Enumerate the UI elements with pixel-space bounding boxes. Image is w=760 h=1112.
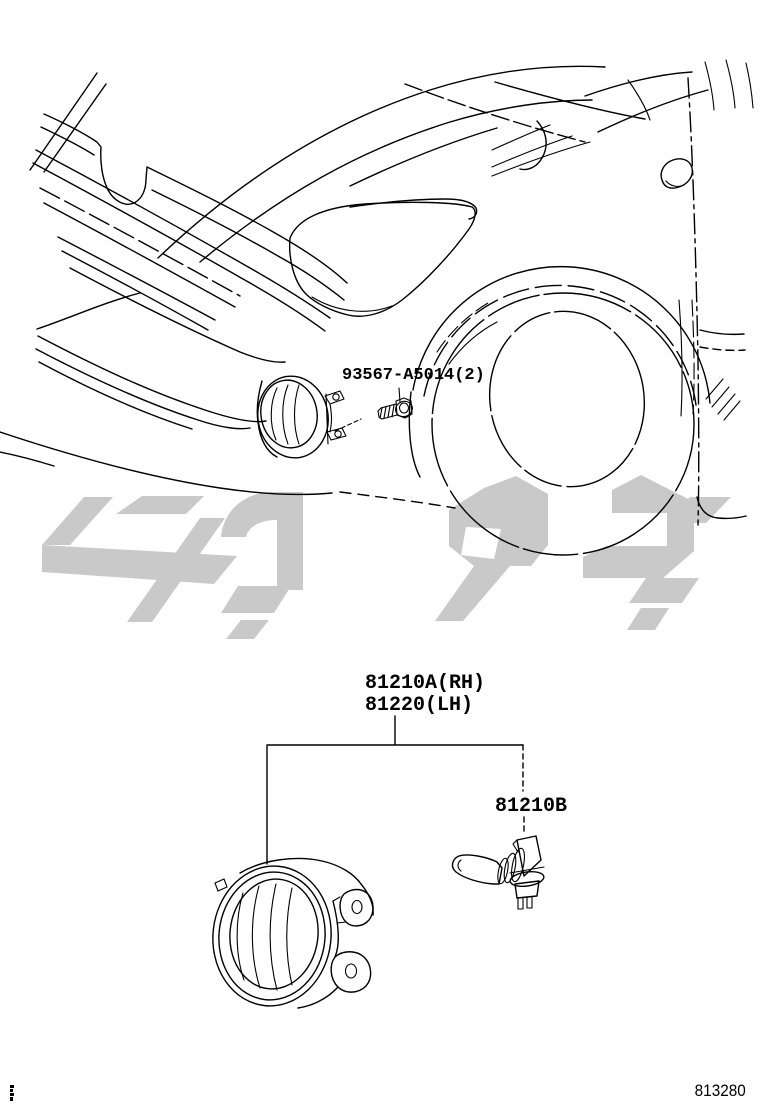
part-label-screw: 93567-A5014(2): [342, 366, 485, 385]
corner-registration-mark: [10, 1085, 14, 1101]
door-side-lines: [661, 60, 753, 525]
door-handle: [661, 159, 692, 188]
part-label-fog-lamp-lh: 81220(LH): [365, 694, 474, 717]
mounting-bracket-lower: [331, 952, 371, 992]
wheel-rim: [476, 299, 658, 499]
cowl-windshield-lines: [350, 72, 708, 219]
part-label-fog-lamp-rh: 81210A(RH): [365, 672, 486, 695]
watermark-logo: [42, 475, 731, 639]
mounting-bracket-upper: [340, 890, 373, 926]
fog-lamp-assembly-drawing: [206, 858, 373, 1011]
grille-top-bar: [44, 114, 347, 283]
grille-slats: [36, 150, 330, 318]
part-label-bulb: 81210B: [495, 795, 568, 818]
callout-bracket-lines: [267, 716, 524, 864]
bumper-bottom-edge: [0, 432, 332, 494]
fog-lamp-in-bumper: [251, 371, 346, 464]
screw-drawing: [335, 388, 415, 431]
bulb-pins: [518, 897, 532, 909]
page-number: 813280: [694, 1081, 746, 1100]
fog-lamp-bulb-drawing: [452, 836, 544, 909]
